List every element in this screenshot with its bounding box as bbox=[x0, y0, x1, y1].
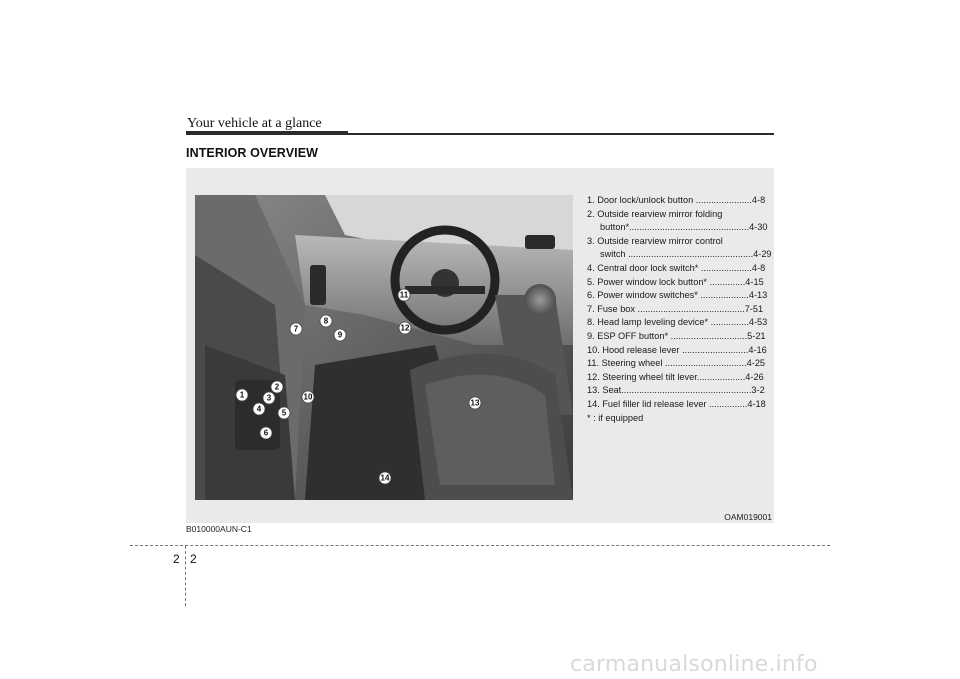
list-item: 1. Door lock/unlock button ......................4-8 bbox=[587, 195, 766, 205]
header-rule-accent bbox=[186, 131, 348, 135]
section-title: INTERIOR OVERVIEW bbox=[186, 146, 319, 160]
svg-text:14: 14 bbox=[380, 473, 390, 483]
footer-divider bbox=[130, 545, 830, 546]
callout-5 bbox=[278, 407, 290, 419]
svg-text:10: 10 bbox=[303, 392, 313, 402]
callout-8 bbox=[320, 315, 332, 327]
image-code: OAM019001 bbox=[724, 512, 772, 522]
list-item: 9. ESP OFF button* ..............................5-21 bbox=[587, 330, 766, 341]
callout-11 bbox=[398, 289, 410, 301]
list-item: 2. Outside rearview mirror folding button*...............................................4-30 bbox=[587, 208, 768, 233]
page-header-title: Your vehicle at a glance bbox=[187, 116, 322, 131]
list-item: 4. Central door lock switch* ....................4-8 bbox=[587, 262, 766, 273]
page-number: 2 bbox=[190, 552, 197, 566]
interior-photo bbox=[195, 195, 573, 500]
svg-text:13: 13 bbox=[470, 398, 480, 408]
callout-6 bbox=[260, 427, 272, 439]
list-item: 11. Steering wheel ................................4-25 bbox=[587, 358, 766, 369]
list-item: 8. Head lamp leveling device* ...............4-53 bbox=[587, 317, 768, 328]
svg-text:7: 7 bbox=[293, 324, 299, 334]
svg-text:6: 6 bbox=[263, 428, 269, 438]
svg-text:4: 4 bbox=[256, 404, 262, 414]
svg-text:2: 2 bbox=[274, 382, 280, 392]
interior-illustration bbox=[195, 195, 573, 500]
list-item: 6. Power window switches* ...................4-13 bbox=[587, 290, 768, 301]
watermark: carmanualsonline.info bbox=[570, 652, 818, 677]
callout-7 bbox=[290, 323, 302, 335]
list-item: 7. Fuse box ..........................................7-51 bbox=[587, 303, 764, 314]
list-item: 5. Power window lock button* ..............4-15 bbox=[587, 276, 764, 287]
component-list bbox=[587, 194, 772, 425]
callout-12 bbox=[399, 322, 411, 334]
svg-text:3: 3 bbox=[266, 393, 272, 403]
footnote: * : if equipped bbox=[587, 412, 644, 423]
callout-1 bbox=[236, 389, 248, 401]
callout-4 bbox=[253, 403, 265, 415]
svg-text:8: 8 bbox=[323, 316, 329, 326]
list-item: 12. Steering wheel tilt lever...................4-26 bbox=[587, 371, 764, 382]
callout-9 bbox=[334, 329, 346, 341]
footer-vertical-divider bbox=[185, 546, 186, 606]
list-item: 3. Outside rearview mirror control switch .................................................4-29 bbox=[587, 235, 772, 260]
svg-text:9: 9 bbox=[337, 330, 343, 340]
list-item: 13. Seat...................................................3-2 bbox=[587, 385, 765, 396]
callout-3 bbox=[263, 392, 275, 404]
svg-text:5: 5 bbox=[281, 408, 287, 418]
doc-code: B010000AUN-C1 bbox=[186, 524, 252, 534]
list-item: 10. Hood release lever ..........................4-16 bbox=[587, 344, 767, 355]
callout-13 bbox=[469, 397, 481, 409]
callout-10 bbox=[302, 391, 314, 403]
callout-14 bbox=[379, 472, 391, 484]
svg-text:1: 1 bbox=[239, 390, 245, 400]
page-chapter: 2 bbox=[173, 552, 180, 566]
svg-text:12: 12 bbox=[400, 323, 410, 333]
list-item: 14. Fuel filler lid release lever ...............4-18 bbox=[587, 398, 766, 409]
callout-2 bbox=[271, 381, 283, 393]
svg-text:11: 11 bbox=[399, 290, 409, 300]
